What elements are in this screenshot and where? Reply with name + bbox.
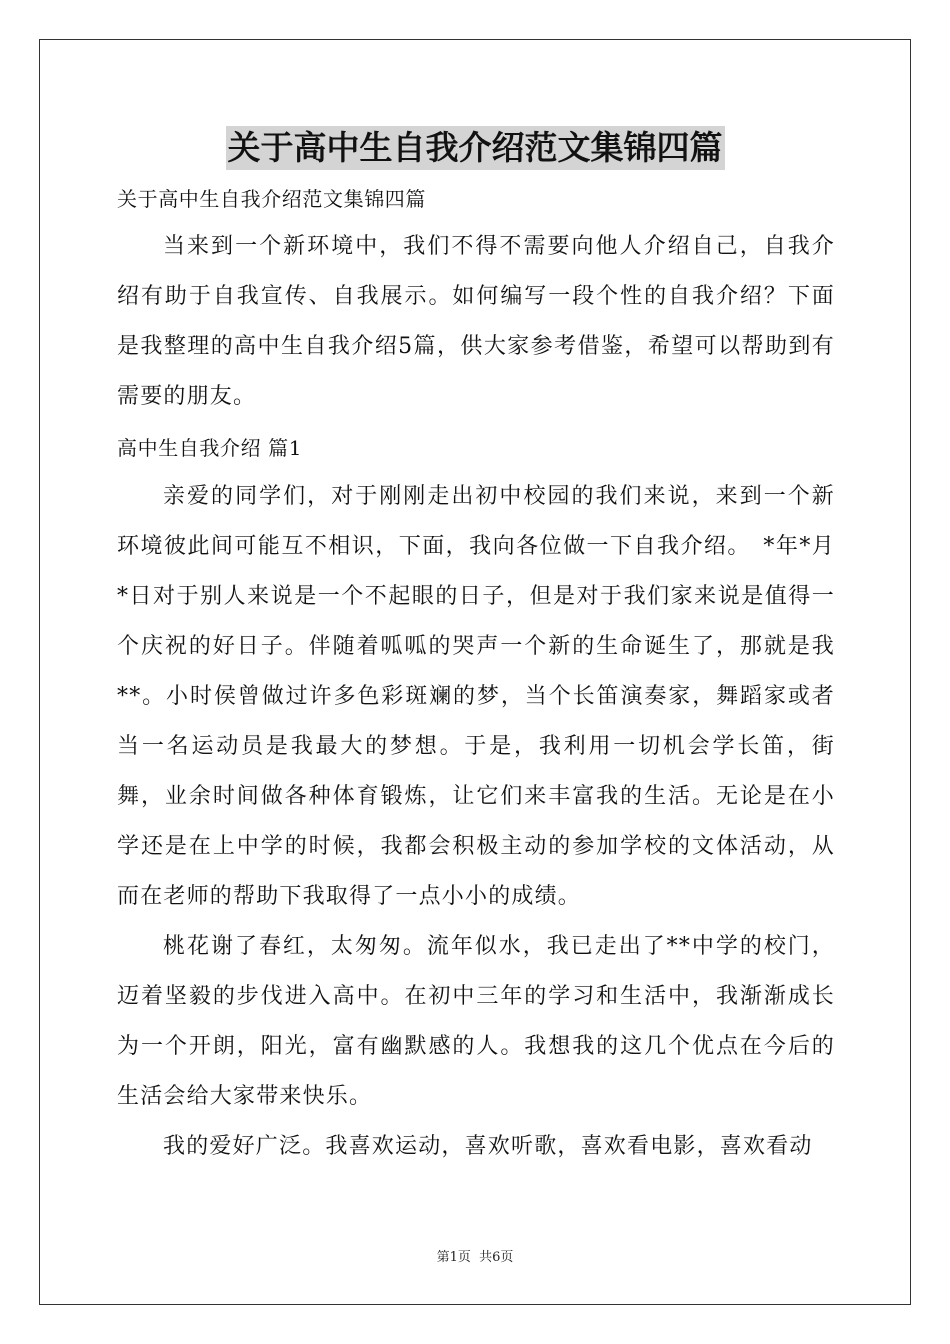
- document-title: 关于高中生自我介绍范文集锦四篇: [226, 126, 725, 170]
- intro-paragraph: 当来到一个新环境中，我们不得不需要向他人介绍自己，自我介绍有助于自我宣传、自我展示。如何编写一段个性的自我介绍？下面是我整理的高中生自我介绍5篇，供大家参考借鉴，希望可以帮助到有需要的朋友。: [117, 234, 835, 409]
- page-total: 共6页: [479, 1250, 514, 1265]
- document-subtitle: 关于高中生自我介绍范文集锦四篇: [117, 187, 426, 211]
- body-paragraph: 亲爱的同学们，对于刚刚走出初中校园的我们来说，来到一个新环境彼此间可能互不相识，下面，我向各位做一下自我介绍。 *年*月*日对于别人来说是一个不起眼的日子，但是对于我们家来说是值得一个庆祝的好日子。伴随着呱呱的哭声一个新的生命诞生了，那就是我**。小时侯曾做过许多色彩斑斓的梦，当个长笛演奏家，舞蹈家或者当一名运动员是我最大的梦想。于是，我利用一切机会学长笛，街舞，业余时间做各种体育锻炼，让它们来丰富我的生活。无论是在小学还是在上中学的时候，我都会积极主动的参加学校的文体活动，从而在老师的帮助下我取得了一点小小的成绩。: [117, 484, 835, 909]
- title-container: [0, 126, 950, 170]
- body-paragraph: 桃花谢了春红，太匆匆。流年似水，我已走出了**中学的校门，迈着坚毅的步伐进入高中。在初中三年的学习和生活中，我渐渐成长为一个开朗，阳光，富有幽默感的人。我想我的这几个优点在今后的生活会给大家带来快乐。: [117, 934, 835, 1109]
- section-heading: 高中生自我介绍 篇1: [117, 436, 303, 460]
- page-number: 第1页: [436, 1250, 471, 1265]
- document-body: [117, 176, 835, 1172]
- body-paragraph: 我的爱好广泛。我喜欢运动，喜欢听歌，喜欢看电影，喜欢看动: [163, 1134, 813, 1159]
- page-footer: [0, 1246, 950, 1265]
